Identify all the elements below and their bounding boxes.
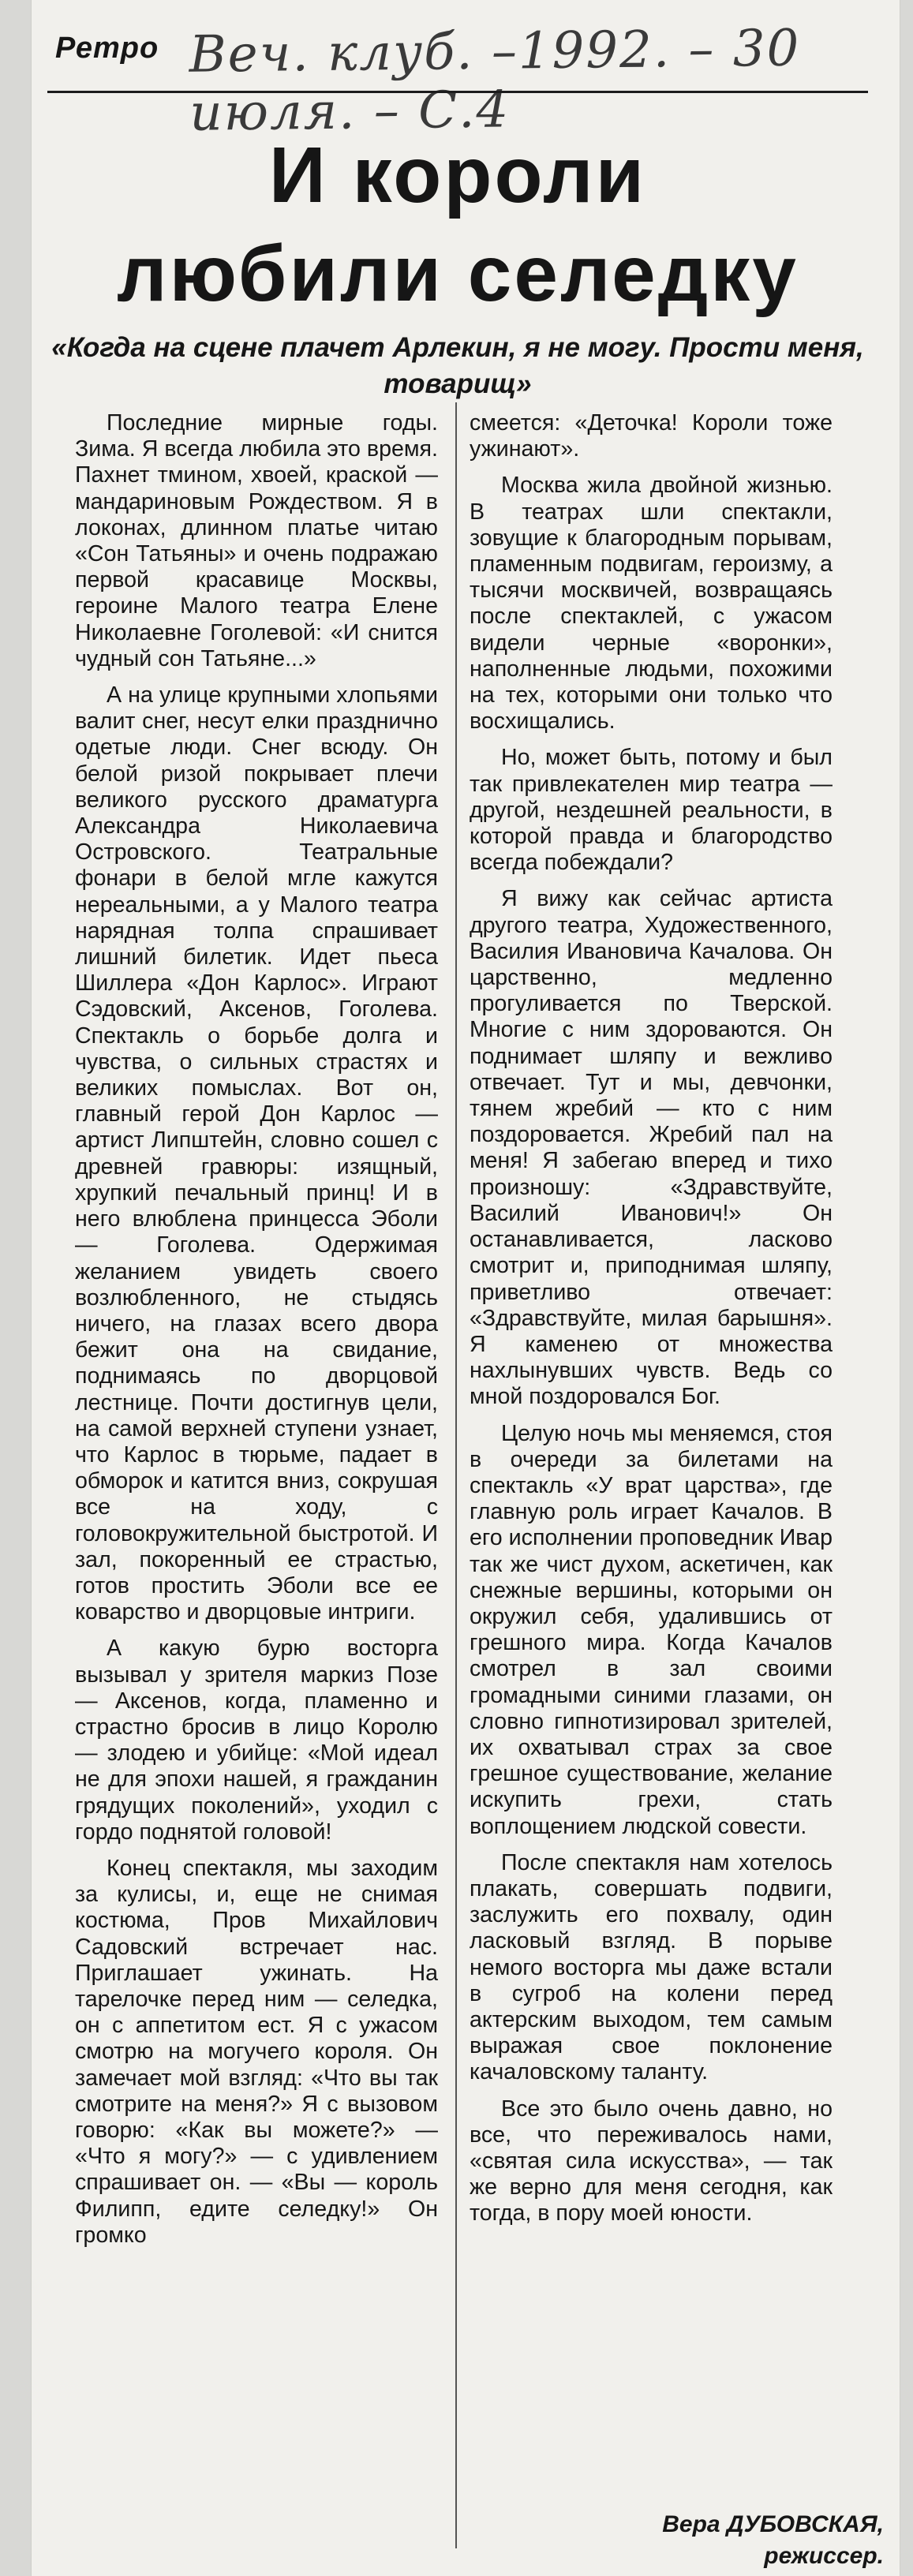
paragraph: Последние мирные годы. Зима. Я всегда любила это время. Пахнет тмином, хвоей, краской — мандариновым Рождеством. Я в локонах, длинном платье читаю «Сон Татьяны» и очень подражаю первой красавице Москвы, героине Малого театра Елене Николаевне Гоголевой: «И снится чудный сон Татьяне...»	[75, 410, 438, 671]
top-rule	[47, 91, 868, 93]
paragraph: Москва жила двойной жизнью. В театрах шли спектакли, зовущие к благородным порывам, пламенным подвигам, героизму, а тысячи москвичей, возвращаясь после спектаклей, с ужасом видели черные «воронки», наполненные людьми, похожими на тех, которыми они только что восхищались.	[470, 473, 833, 735]
left-column	[75, 410, 438, 2259]
paragraph: После спектакля нам хотелось плакать, совершать подвиги, заслужить его похвалу, один ласковый взгляд. В порыве немого восторга мы даже встали в сугроб на колени перед актерским выходом, тем самым выражая свое поклонение качаловскому таланту.	[470, 1849, 833, 2085]
paragraph: А на улице крупными хлопьями валит снег, несут елки празднично одетые люди. Снег всюду. Он белой ризой покрывает плечи великого русского драматурга Александра Николаевича Островского. Театральные фонари в белой мгле кажутся нереальными, а у Малого театра нарядная толпа спрашивает лишний билетик. Идет пьеса Шиллера «Дон Карлос». Играют Сэдовский, Аксенов, Гоголева. Спектакль о борьбе долга и чувства, о сильных страстях и великих помыслах. Вот он, главный герой Дон Карлос — артист Липштейн, словно сошел с древней гравюры: изящный, хрупкий печальный принц! И в него влюблена принцесса Эболи — Гоголева. Одержимая желанием увидеть своего возлюбленного, не стыдясь ничего, на глазах всего двора бежит она на свидание, поднимаясь по дворцовой лестнице. Почти достигнув цели, на самой верхней ступени узнает, что Карлос в тюрьме, падает в обморок и катится вниз, сокрушая все на ходу, с головокружительной быстротой. И зал, покоренный ее страстью, готов простить Эболи все ее коварство и дворцовые интриги.	[75, 682, 438, 1625]
right-column	[470, 410, 833, 2238]
handwritten-source-note: Веч. клуб. –1992. – 30 июля. – С.4	[189, 19, 801, 143]
column-divider	[455, 402, 457, 2548]
signature	[584, 2509, 884, 2572]
paragraph: Я вижу как сейчас артиста другого театра, Художественного, Василия Ивановича Качалова. Он царственно, медленно прогуливается по Тверской. Многие с ним здороваются. Он поднимает шляпу и вежливо отвечает. Тут и мы, девчонки, тянем жребий — кто с ним поздоровается. Жребий пал на меня! Я забегаю вперед и тихо произношу: «Здравствуйте, Василий Иванович!» Он останавливается, ласково смотрит и, приподнимая шляпу, приветливо отвечает: «Здравствуйте, милая барышня». Я каменею от множества нахлынувших чувств. Ведь со мной поздоровался Бог.	[470, 886, 833, 1410]
rubric-label: Ретро	[55, 32, 159, 65]
headline	[47, 126, 868, 323]
subtitle: «Когда на сцене плачет Арлекин, я не могу. Прости меня, товарищ»	[51, 332, 864, 399]
headline-line-1: И короли	[268, 131, 647, 219]
paragraph-continued: смеется: «Деточка! Короли тоже ужинают».	[470, 410, 833, 462]
paragraph: Но, может быть, потому и был так привлекателен мир театра — другой, нездешней реальности, в которой правда и благородство всегда побеждали?	[470, 745, 833, 876]
paragraph: А какую бурю восторга вызывал у зрителя маркиз Позе — Аксенов, когда, пламенно и страстно бросив в лицо Королю — злодею и убийце: «Мой идеал не для эпохи нашей, я гражданин грядущих поколений», уходил с гордо поднятой головой!	[75, 1636, 438, 1845]
signature-author: Вера ДУБОВСКАЯ,	[662, 2511, 884, 2537]
newspaper-clipping	[32, 0, 900, 2576]
paragraph: Все это было очень давно, но все, что переживалось нами, «святая сила искусства», — так же верно для меня сегодня, как тогда, в пору моей юности.	[470, 2096, 833, 2226]
paragraph: Конец спектакля, мы заходим за кулисы, и, еще не снимая костюма, Пров Михайлович Садовский встречает нас. Приглашает ужинать. На тарелочке перед ним — селедка, он с аппетитом ест. Я с ужасом смотрю на могучего короля. Он замечает мой взгляд: «Что вы так смотрите на меня?» Я с вызовом говорю: «Как вы можете?» — «Что я могу?» — с удивлением спрашивает он. — «Вы — король Филипп, едите селедку!» Он громко	[75, 1855, 438, 2248]
signature-role: режиссер.	[764, 2543, 884, 2569]
headline-line-2: любили селедку	[117, 230, 799, 318]
paragraph: Целую ночь мы меняемся, стоя в очереди за билетами на спектакль «У врат царства», где главную роль играет Качалов. В его исполнении проповедник Ивар так же чист духом, аскетичен, как снежные вершины, которыми он окружил себя, удалившись от грешного мира. Когда Качалов смотрел в зал своими громадными синими глазами, он словно гипнотизировал зрителей, их охватывал страх за свое грешное существование, желание искупить грехи, стать воплощением людской совести.	[470, 1420, 833, 1839]
